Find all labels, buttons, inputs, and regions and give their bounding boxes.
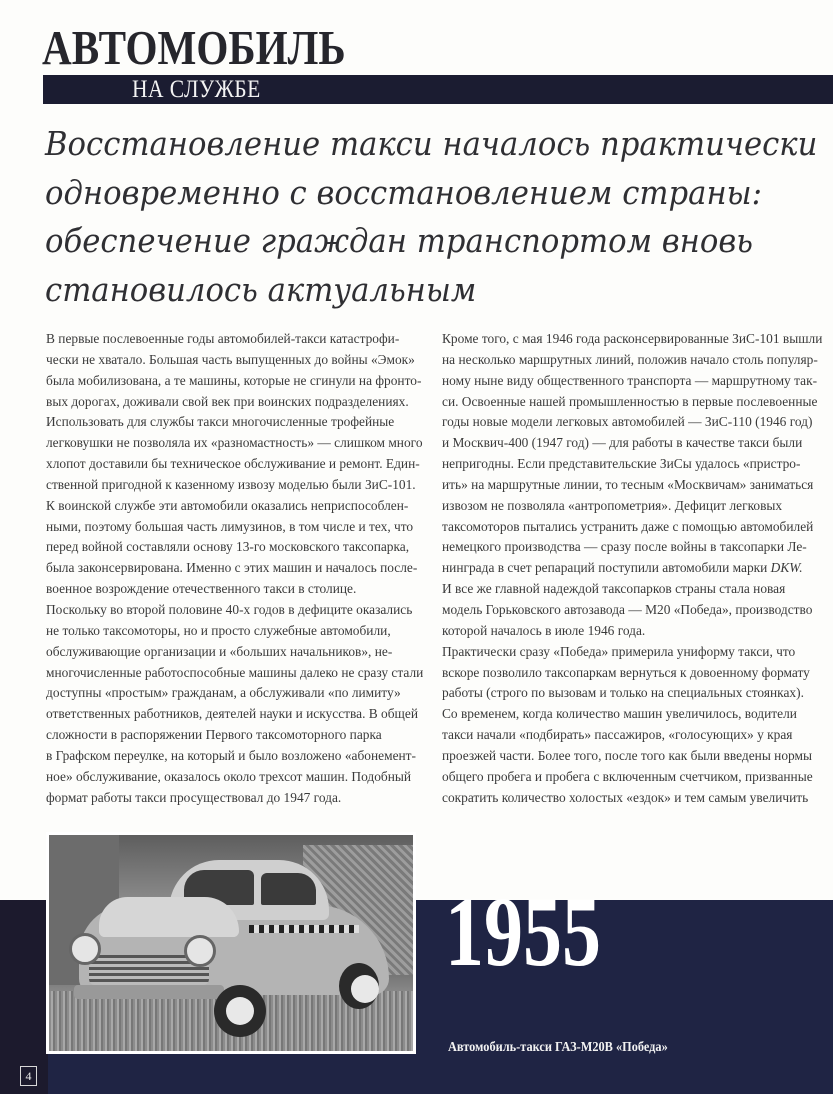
body-line: работы (строго по вызовам и только на специальных стоянках). (442, 685, 804, 701)
headlamp-left (69, 933, 101, 965)
body-line: таксомоторов пытались устранить даже с помощью автомобилей (442, 518, 814, 534)
headlamp-right (184, 935, 216, 967)
body-line: ответственных работников, деятелей науки и искусства. В общей (46, 706, 418, 722)
taxi-checker-stripe (249, 925, 359, 933)
front-wheel (214, 985, 266, 1037)
section-subtitle: НА СЛУЖБЕ (132, 76, 261, 103)
body-line: В первые послевоенные годы автомобилей-такси катастрофи- (46, 331, 400, 346)
lead-line: одновременно с восстановлением страны: (45, 172, 763, 212)
body-line: Практически сразу «Победа» примерила униформу такси, что (442, 643, 796, 659)
page-number: 4 (20, 1066, 37, 1086)
body-line: непригодны. Если представительские ЗиСы удалось «пристро- (442, 456, 801, 472)
body-line: модель Горьковского автозавода — М20 «Победа», производство (442, 601, 813, 617)
body-line: общего пробега и пробега с включенным счетчиком, призванные (442, 768, 813, 784)
body-line: сократить количество холостых «ездок» и тем самым увеличить (442, 789, 809, 805)
body-line: в Графском переулке, на который и было возложено «абонемент- (46, 747, 416, 763)
body-line: доступны «простым» гражданам, а обслуживали «по лимиту» (46, 685, 401, 701)
rear-wheel (339, 963, 379, 1009)
feature-year: 1955 (445, 876, 601, 987)
body-line-with-brand (442, 558, 812, 579)
body-line: К воинской службе эти автомобили оказались неприспособлен- (46, 497, 409, 513)
brand-name: DKW. (770, 560, 803, 576)
body-line: ными, поэтому большая часть лимузинов, в том числе и тех, что (46, 518, 414, 534)
lead-line: Восстановление такси началось практически (45, 124, 818, 163)
body-line: проезжей части. Более того, после того как были введены нормы (442, 747, 812, 763)
lead-line: обеспечение граждан транспортом вновь (45, 221, 753, 260)
body-column-left (46, 329, 424, 808)
photo-caption: Автомобиль-такси ГАЗ-М20В «Победа» (448, 1040, 668, 1055)
body-line: которой началось в июле 1946 года. (442, 622, 646, 638)
body-line: вых дорогах, доживали свой век при воинских подразделениях. (46, 393, 409, 409)
band-edge (0, 900, 48, 1094)
body-line: была мобилизована, а те машины, которые не сгинули на фронто- (46, 372, 422, 388)
section-title: АВТОМОБИЛЬ (42, 20, 346, 75)
body-line: такси начали «подбирать» пассажиров, «голосующих» у края (442, 727, 793, 743)
body-line: чески не хватало. Большая часть выпущенных до войны «Эмок» (46, 351, 415, 367)
lead-line: становилось актуальным (45, 269, 477, 309)
body-line: перед войной составляли основу 13-го московского таксопарка, (46, 539, 410, 555)
body-line: была законсервирована. Именно с этих машин и началось после- (46, 560, 418, 576)
body-line: вскоре позволило таксопаркам вернуться к довоенному формату (442, 664, 810, 680)
body-line: и Москвич-400 (1947 год) — для работы в качестве такси были (442, 435, 803, 451)
body-line: легковушки не позволяла их «разномастность» — слишком много (46, 435, 423, 451)
body-line: годы новые модели легковых автомобилей — ЗиС-110 (1946 год) (442, 414, 813, 430)
body-line: си. Освоенные нашей промышленностью в первые послевоенные (442, 393, 818, 409)
body-line-text: нинграда в счет репараций поступили автомобили марки (442, 560, 768, 576)
body-line: многочисленные работоспособные машины далеко не сразу стали (46, 664, 424, 680)
body-line: ное» обслуживание, оказалось около трехсот машин. Подобный (46, 768, 412, 784)
body-line: немецкого производства — сразу после войны в таксопарки Ле- (442, 539, 807, 555)
car-bumper (74, 985, 224, 999)
body-line: военное возрождение отечественного такси в столице. (46, 581, 357, 597)
body-line: Кроме того, с мая 1946 года расконсервированные ЗиС-101 вышли (442, 331, 823, 346)
lead-paragraph (45, 120, 833, 314)
body-line: не только таксомоторы, но и просто служебные автомобили, (46, 622, 391, 638)
body-line: обслуживающие организации и «больших начальников», не- (46, 643, 393, 659)
body-line: сложности в распоряжении Первого таксомоторного парка (46, 727, 382, 743)
body-line: хлопот доставили бы техническое обслуживание и ремонт. Един- (46, 456, 420, 472)
body-line: ному ныне виду общественного транспорта — маршрутному так- (442, 372, 818, 388)
car-photo (46, 832, 416, 1054)
car-hood (99, 897, 239, 937)
body-column-right (442, 329, 823, 808)
body-line: Поскольку во второй половине 40-х годов в дефиците оказались (46, 601, 413, 617)
car-side-window (261, 873, 316, 905)
body-line: извозом не позволяла «антропометрия». Дефицит легковых (442, 497, 783, 513)
body-line: на несколько маршрутных линий, положив начало столь популяр- (442, 351, 818, 367)
body-line: Со временем, когда количество машин увеличилось, водители (442, 706, 797, 722)
car-photo-image (49, 835, 413, 1051)
body-line: И все же главной надеждой таксопарков страны стала новая (442, 581, 786, 597)
body-line: Использовать для службы такси многочисленные трофейные (46, 414, 395, 430)
body-line: ственной пригодной к казенному извозу моделью были ЗиС-101. (46, 476, 416, 492)
body-line: формат работы такси просуществовал до 1947 года. (46, 789, 342, 805)
body-line: ить» на маршрутные линии, то тесным «Москвичам» заниматься (442, 476, 814, 492)
